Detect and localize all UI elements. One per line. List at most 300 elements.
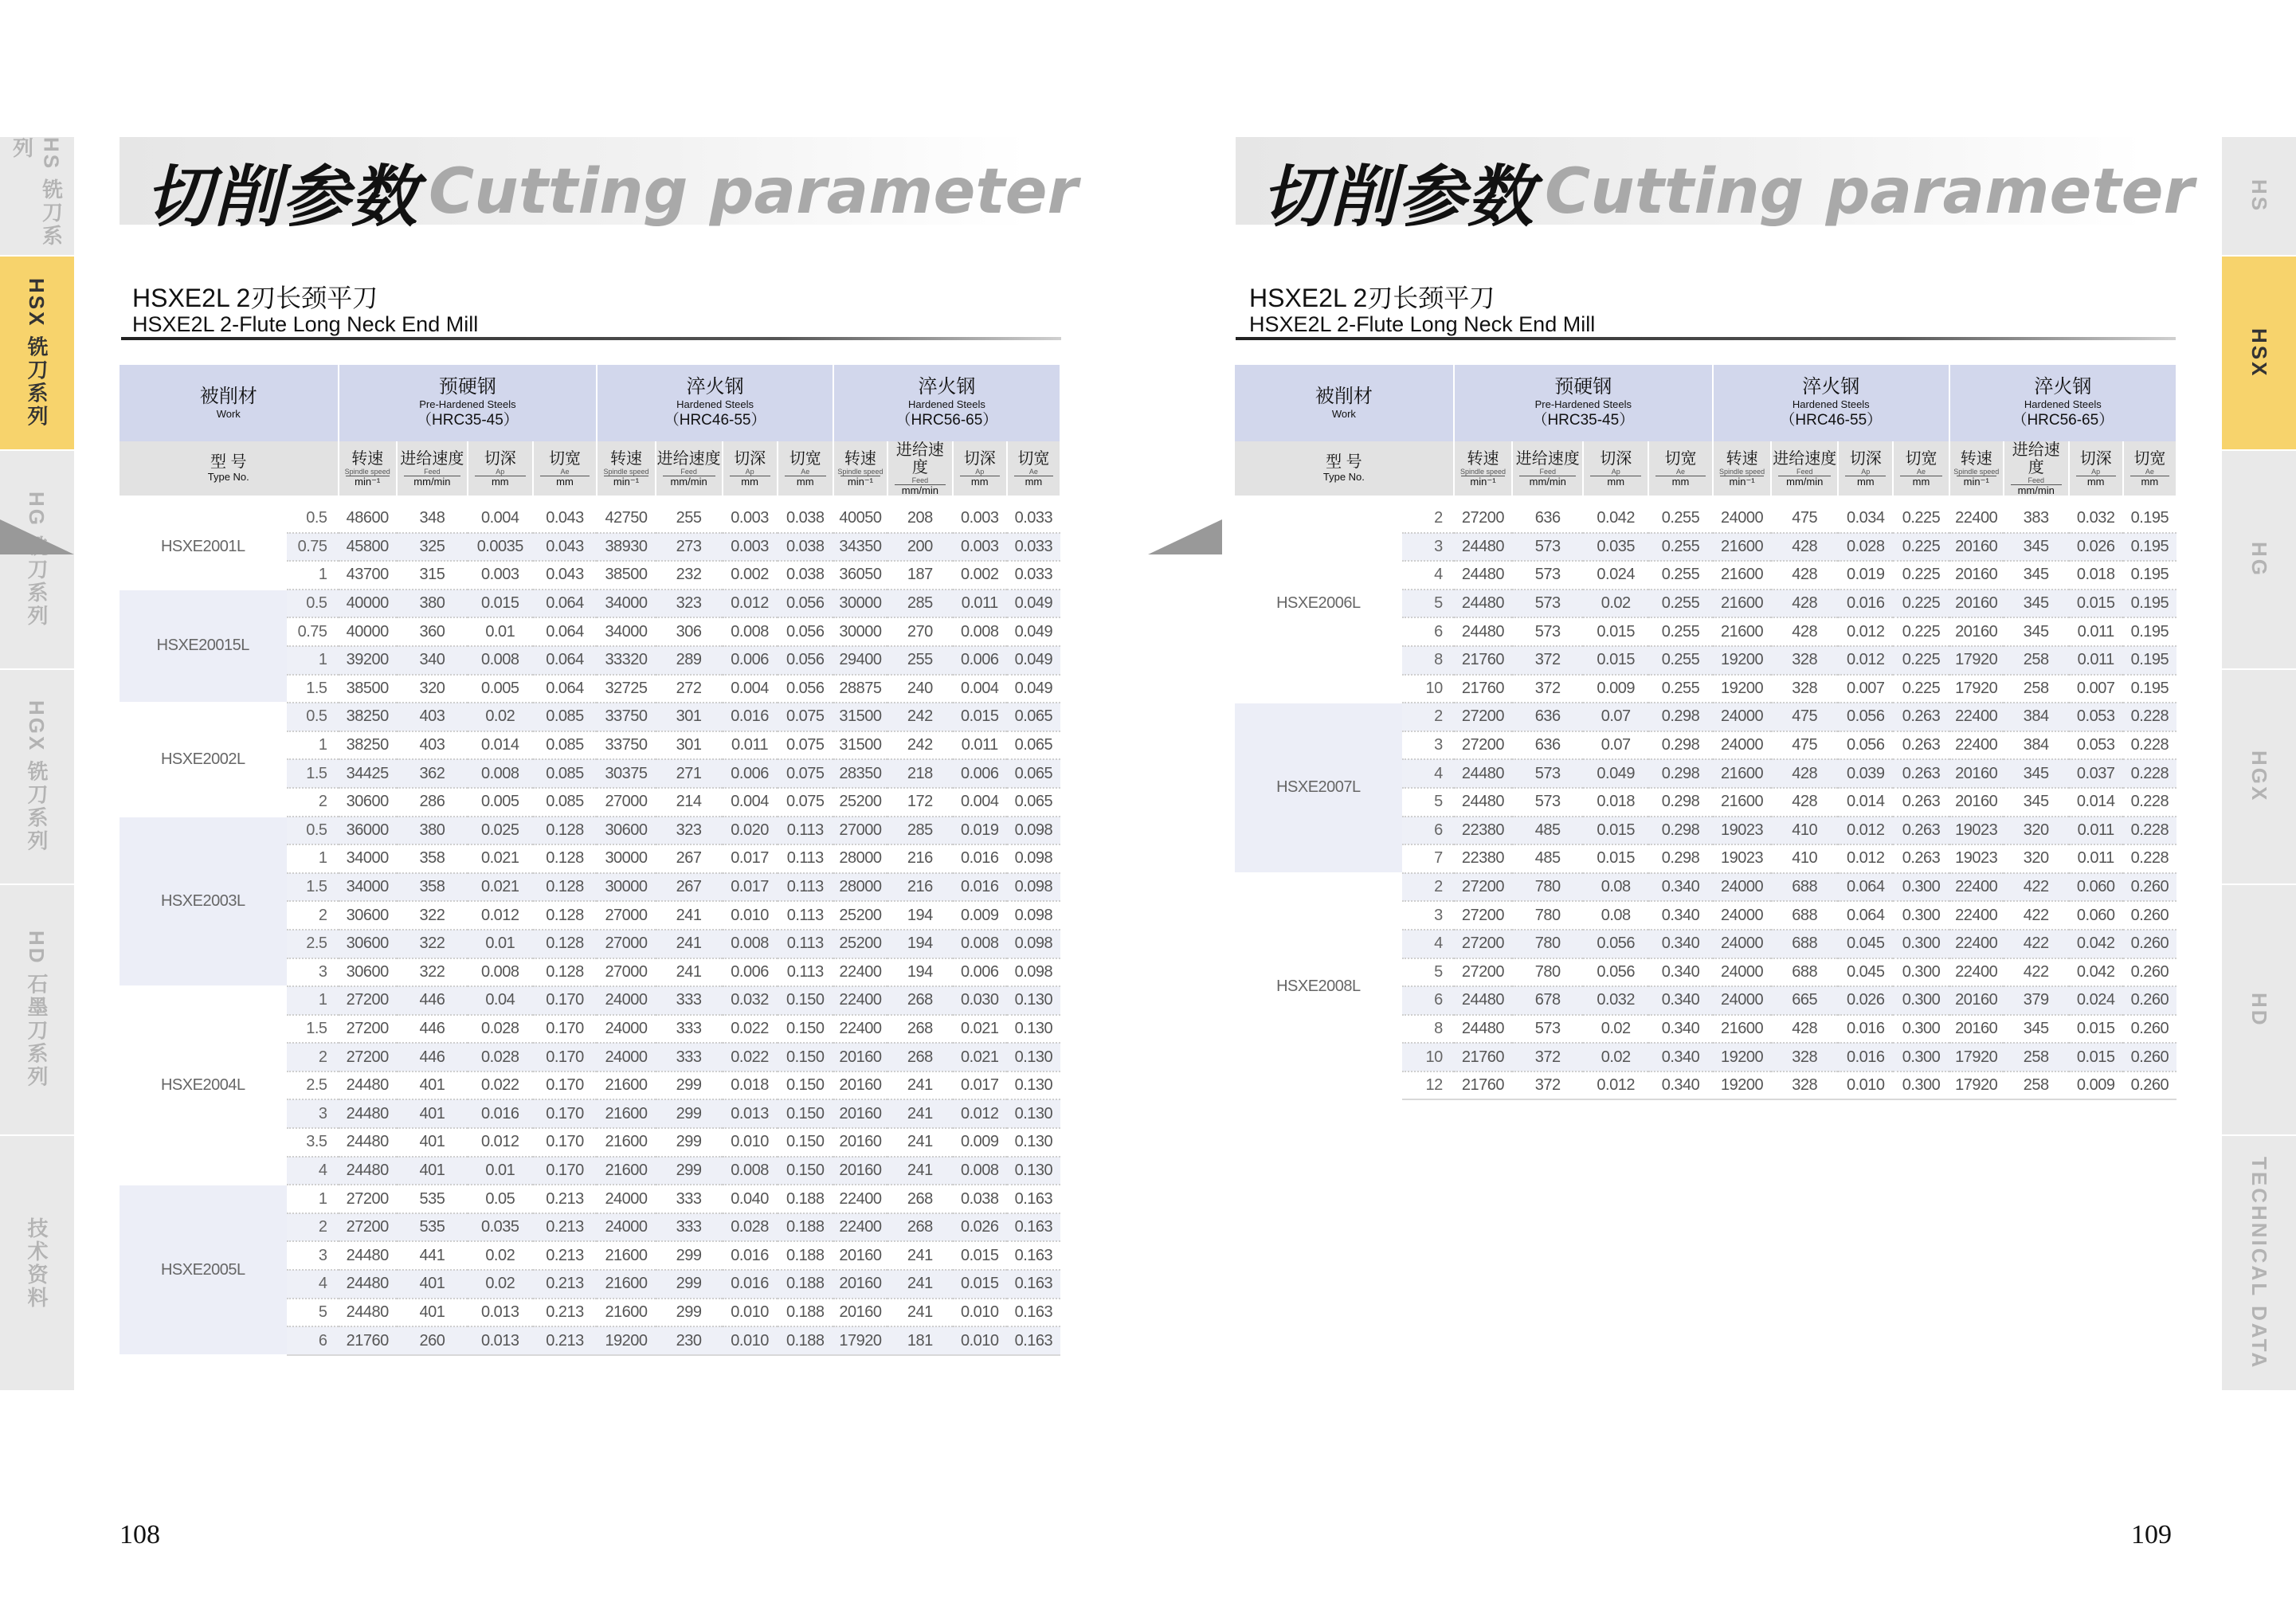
value-cell: 0.005 <box>468 675 533 703</box>
value-cell: 27200 <box>1454 930 1512 958</box>
value-cell: 24480 <box>339 1299 397 1327</box>
value-cell: 333 <box>656 1185 723 1213</box>
value-cell: 20160 <box>1949 1015 2004 1044</box>
param-en: Spindle speed <box>837 468 884 476</box>
value-cell: 232 <box>656 561 723 590</box>
type-no-cn: 型 号 <box>210 453 247 471</box>
value-cell: 0.056 <box>778 590 833 618</box>
param-cn: 转速 <box>1467 450 1499 468</box>
value-cell: 0.043 <box>533 505 598 533</box>
value-cell: 0.05 <box>468 1185 533 1213</box>
param-en: Ap <box>975 468 985 476</box>
value-cell: 0.08 <box>1583 901 1648 930</box>
value-cell: 0.128 <box>533 873 598 902</box>
value-cell: 0.043 <box>533 561 598 590</box>
value-cell: 358 <box>397 844 468 873</box>
value-cell: 0.04 <box>468 986 533 1015</box>
value-cell: 0.02 <box>468 703 533 731</box>
value-cell: 27200 <box>1454 873 1512 902</box>
param-cn: 切宽 <box>1905 450 1937 468</box>
param-header <box>953 441 1007 496</box>
value-cell: 0.340 <box>1648 1043 1713 1071</box>
value-cell: 19200 <box>1713 646 1771 675</box>
value-cell: 0.128 <box>533 844 598 873</box>
value-cell: 0.065 <box>1007 788 1060 817</box>
value-cell: 0.225 <box>1893 590 1949 618</box>
value-cell: 573 <box>1512 561 1583 590</box>
param-header <box>2004 441 2069 496</box>
value-cell: 27200 <box>339 986 397 1015</box>
series-tab[interactable]: TECHNICAL DATA <box>2222 1136 2296 1392</box>
value-cell: 27200 <box>1454 958 1512 987</box>
series-tab[interactable]: HSX <box>2222 257 2296 451</box>
neck-length-cell: 3 <box>1402 731 1454 760</box>
neck-length-cell: 3 <box>1402 533 1454 562</box>
product-title-en: HSXE2L 2-Flute Long Neck End Mill <box>132 312 479 336</box>
value-cell: 286 <box>397 788 468 817</box>
series-tab[interactable]: HD 石墨刀系列 <box>0 885 74 1136</box>
value-cell: 0.195 <box>2123 505 2176 533</box>
value-cell: 535 <box>397 1185 468 1213</box>
value-cell: 0.013 <box>468 1299 533 1327</box>
value-cell: 401 <box>397 1299 468 1327</box>
value-cell: 22400 <box>1949 731 2004 760</box>
value-cell: 0.225 <box>1893 533 1949 562</box>
value-cell: 0.024 <box>1583 561 1648 590</box>
value-cell: 27000 <box>597 788 655 817</box>
value-cell: 0.098 <box>1007 873 1060 902</box>
value-cell: 0.021 <box>953 1015 1007 1044</box>
value-cell: 0.064 <box>533 617 598 646</box>
value-cell: 0.340 <box>1648 873 1713 902</box>
value-cell: 328 <box>1771 1043 1838 1071</box>
param-unit: mm/min <box>2011 484 2062 496</box>
value-cell: 0.130 <box>1007 1099 1060 1128</box>
material-cn: 预硬钢 <box>438 376 496 398</box>
value-cell: 28000 <box>833 844 887 873</box>
value-cell: 0.064 <box>533 675 598 703</box>
value-cell: 24000 <box>1713 986 1771 1015</box>
value-cell: 0.010 <box>723 1326 778 1355</box>
value-cell: 573 <box>1512 533 1583 562</box>
value-cell: 345 <box>2004 590 2069 618</box>
value-cell: 24000 <box>1713 731 1771 760</box>
param-en: Spindle speed <box>1953 468 2000 476</box>
value-cell: 38500 <box>597 561 655 590</box>
value-cell: 216 <box>887 844 953 873</box>
param-en: Ap <box>2091 468 2101 476</box>
material-cn: 淬火钢 <box>918 376 976 398</box>
value-cell: 0.008 <box>468 646 533 675</box>
value-cell: 17920 <box>1949 646 2004 675</box>
param-header <box>656 441 723 496</box>
material-hrc: （HRC35-45） <box>417 412 519 429</box>
value-cell: 0.228 <box>2123 788 2176 817</box>
param-unit: mm/min <box>663 476 715 487</box>
param-en: Spindle speed <box>1459 468 1506 476</box>
work-header-cn: 被削材 <box>1315 386 1373 407</box>
param-unit: min⁻¹ <box>346 476 390 487</box>
material-hrc: （HRC35-45） <box>1532 412 1635 429</box>
value-cell: 0.098 <box>1007 817 1060 845</box>
value-cell: 0.020 <box>723 817 778 845</box>
value-cell: 0.009 <box>1583 675 1648 703</box>
page-number: 108 <box>120 1520 160 1549</box>
value-cell: 285 <box>887 590 953 618</box>
param-cn: 转速 <box>351 450 384 468</box>
param-unit: mm/min <box>895 484 946 496</box>
value-cell: 0.113 <box>778 901 833 930</box>
value-cell: 22400 <box>833 958 887 987</box>
neck-length-cell: 3 <box>287 1099 339 1128</box>
value-cell: 24480 <box>1454 561 1512 590</box>
table-row <box>120 986 1060 1015</box>
material-group-header <box>1949 365 2176 441</box>
cutting-parameter-table <box>120 365 1061 1356</box>
value-cell: 0.255 <box>1648 675 1713 703</box>
value-cell: 0.003 <box>953 533 1007 562</box>
value-cell: 0.085 <box>533 759 598 788</box>
value-cell: 0.300 <box>1893 958 1949 987</box>
series-tab-bar <box>2222 137 2296 1392</box>
param-cn: 转速 <box>1726 450 1758 468</box>
value-cell: 33750 <box>597 731 655 760</box>
value-cell: 38500 <box>339 675 397 703</box>
value-cell: 34350 <box>833 533 887 562</box>
value-cell: 241 <box>887 1299 953 1327</box>
param-header <box>1512 441 1583 496</box>
neck-length-cell: 1.5 <box>287 759 339 788</box>
value-cell: 241 <box>887 1071 953 1100</box>
value-cell: 0.170 <box>533 1099 598 1128</box>
param-header <box>1583 441 1648 496</box>
value-cell: 333 <box>656 1015 723 1044</box>
value-cell: 0.010 <box>723 1299 778 1327</box>
model-cell: HSXE2004L <box>120 986 287 1185</box>
value-cell: 0.013 <box>468 1326 533 1355</box>
value-cell: 0.260 <box>2123 986 2176 1015</box>
title-rule <box>1236 337 2176 340</box>
value-cell: 24000 <box>597 1213 655 1242</box>
value-cell: 0.021 <box>953 1043 1007 1071</box>
value-cell: 0.213 <box>533 1241 598 1270</box>
value-cell: 34000 <box>597 590 655 618</box>
param-en: Feed <box>424 468 441 476</box>
param-en: Ae <box>1917 468 1926 476</box>
type-no-header <box>1235 441 1454 496</box>
neck-length-cell: 1 <box>287 731 339 760</box>
value-cell: 401 <box>397 1071 468 1100</box>
value-cell: 0.128 <box>533 817 598 845</box>
param-en: Ae <box>1675 468 1685 476</box>
table-row <box>1235 703 2176 731</box>
value-cell: 401 <box>397 1157 468 1185</box>
param-cn: 切深 <box>734 450 766 468</box>
value-cell: 0.028 <box>468 1015 533 1044</box>
value-cell: 299 <box>656 1071 723 1100</box>
value-cell: 0.006 <box>723 759 778 788</box>
value-cell: 33750 <box>597 703 655 731</box>
value-cell: 260 <box>397 1326 468 1355</box>
value-cell: 573 <box>1512 759 1583 788</box>
product-title <box>132 284 478 336</box>
value-cell: 0.010 <box>1838 1071 1893 1100</box>
value-cell: 0.015 <box>953 1270 1007 1299</box>
value-cell: 0.07 <box>1583 703 1648 731</box>
value-cell: 0.255 <box>1648 505 1713 533</box>
value-cell: 0.188 <box>778 1185 833 1213</box>
param-en: Feed <box>1539 468 1556 476</box>
value-cell: 780 <box>1512 901 1583 930</box>
value-cell: 27200 <box>339 1015 397 1044</box>
value-cell: 0.300 <box>1893 1015 1949 1044</box>
neck-length-cell: 8 <box>1402 646 1454 675</box>
product-title <box>1249 284 1595 336</box>
value-cell: 0.130 <box>1007 1157 1060 1185</box>
value-cell: 0.150 <box>778 986 833 1015</box>
value-cell: 0.011 <box>723 731 778 760</box>
value-cell: 428 <box>1771 1015 1838 1044</box>
value-cell: 372 <box>1512 1043 1583 1071</box>
value-cell: 19200 <box>1713 1043 1771 1071</box>
series-tab[interactable]: HD <box>2222 885 2296 1136</box>
param-cn: 转速 <box>610 450 642 468</box>
value-cell: 30600 <box>339 901 397 930</box>
banner-title-cn: 切削参数 <box>1261 158 1536 236</box>
value-cell: 0.195 <box>2123 533 2176 562</box>
value-cell: 0.340 <box>1648 1015 1713 1044</box>
value-cell: 328 <box>1771 1071 1838 1100</box>
value-cell: 0.065 <box>1007 731 1060 760</box>
value-cell: 345 <box>2004 1015 2069 1044</box>
value-cell: 0.225 <box>1893 617 1949 646</box>
right-page <box>1148 0 2296 1618</box>
neck-length-cell: 8 <box>1402 1015 1454 1044</box>
value-cell: 194 <box>887 901 953 930</box>
neck-length-cell: 1 <box>287 1185 339 1213</box>
value-cell: 0.008 <box>723 617 778 646</box>
value-cell: 0.008 <box>953 930 1007 958</box>
value-cell: 0.006 <box>723 958 778 987</box>
value-cell: 19023 <box>1949 844 2004 873</box>
value-cell: 0.008 <box>723 930 778 958</box>
param-header <box>1454 441 1512 496</box>
value-cell: 218 <box>887 759 953 788</box>
param-header <box>2123 441 2176 496</box>
value-cell: 0.075 <box>778 759 833 788</box>
value-cell: 0.130 <box>1007 1015 1060 1044</box>
value-cell: 0.022 <box>468 1071 533 1100</box>
value-cell: 0.015 <box>1583 617 1648 646</box>
series-tab[interactable]: HG <box>2222 451 2296 670</box>
value-cell: 0.150 <box>778 1099 833 1128</box>
value-cell: 0.012 <box>1838 844 1893 873</box>
value-cell: 268 <box>887 1043 953 1071</box>
value-cell: 422 <box>2004 901 2069 930</box>
value-cell: 0.012 <box>468 901 533 930</box>
neck-length-cell: 5 <box>1402 590 1454 618</box>
value-cell: 21600 <box>1713 1015 1771 1044</box>
value-cell: 31500 <box>833 703 887 731</box>
table-row <box>120 1185 1060 1213</box>
product-title-cn: HSXE2L 2刃长颈平刀 <box>132 284 378 312</box>
value-cell: 0.004 <box>468 505 533 533</box>
value-cell: 21600 <box>1713 590 1771 618</box>
value-cell: 24000 <box>1713 930 1771 958</box>
series-tab-bar <box>0 137 74 1392</box>
value-cell: 194 <box>887 930 953 958</box>
value-cell: 0.01 <box>468 1157 533 1185</box>
value-cell: 27200 <box>1454 731 1512 760</box>
value-cell: 372 <box>1512 675 1583 703</box>
value-cell: 21600 <box>597 1241 655 1270</box>
value-cell: 24000 <box>597 986 655 1015</box>
param-cn: 转速 <box>844 450 876 468</box>
value-cell: 0.056 <box>778 617 833 646</box>
value-cell: 0.032 <box>723 986 778 1015</box>
series-tab[interactable]: 技术资料 <box>0 1136 74 1392</box>
value-cell: 21600 <box>1713 759 1771 788</box>
value-cell: 30600 <box>339 930 397 958</box>
value-cell: 0.010 <box>723 1128 778 1157</box>
value-cell: 410 <box>1771 844 1838 873</box>
value-cell: 0.300 <box>1893 873 1949 902</box>
value-cell: 636 <box>1512 731 1583 760</box>
neck-length-cell: 12 <box>1402 1071 1454 1100</box>
material-hrc: （HRC46-55） <box>664 412 766 429</box>
value-cell: 0.015 <box>2069 1015 2123 1044</box>
param-unit: mm <box>1845 476 1886 487</box>
value-cell: 27200 <box>1454 703 1512 731</box>
value-cell: 0.002 <box>723 561 778 590</box>
value-cell: 306 <box>656 617 723 646</box>
work-header <box>120 365 339 441</box>
value-cell: 0.035 <box>468 1213 533 1242</box>
value-cell: 0.170 <box>533 1157 598 1185</box>
value-cell: 0.012 <box>1838 617 1893 646</box>
param-en: Feed <box>1796 468 1813 476</box>
value-cell: 30600 <box>597 817 655 845</box>
value-cell: 20160 <box>833 1099 887 1128</box>
series-tab[interactable]: HGX <box>2222 670 2296 885</box>
value-cell: 0.195 <box>2123 561 2176 590</box>
value-cell: 0.170 <box>533 1043 598 1071</box>
value-cell: 241 <box>887 1270 953 1299</box>
value-cell: 241 <box>887 1128 953 1157</box>
value-cell: 19200 <box>597 1326 655 1355</box>
param-unit: mm <box>1590 476 1641 487</box>
value-cell: 20160 <box>833 1270 887 1299</box>
value-cell: 485 <box>1512 844 1583 873</box>
series-tab[interactable]: HS 铣刀系列 <box>0 137 74 257</box>
value-cell: 21600 <box>597 1157 655 1185</box>
value-cell: 0.012 <box>468 1128 533 1157</box>
value-cell: 0.032 <box>1583 986 1648 1015</box>
value-cell: 0.225 <box>1893 675 1949 703</box>
param-en: Ae <box>2145 468 2154 476</box>
value-cell: 0.065 <box>1007 759 1060 788</box>
value-cell: 267 <box>656 844 723 873</box>
value-cell: 21600 <box>1713 561 1771 590</box>
value-cell: 0.011 <box>2069 844 2123 873</box>
neck-length-cell: 4 <box>1402 561 1454 590</box>
value-cell: 0.170 <box>533 1128 598 1157</box>
value-cell: 0.049 <box>1007 617 1060 646</box>
value-cell: 0.011 <box>2069 817 2123 845</box>
value-cell: 0.163 <box>1007 1241 1060 1270</box>
banner-title-cn: 切削参数 <box>145 158 420 236</box>
value-cell: 299 <box>656 1241 723 1270</box>
value-cell: 0.340 <box>1648 958 1713 987</box>
param-header <box>1007 441 1060 496</box>
value-cell: 0.021 <box>468 873 533 902</box>
param-en: Spindle speed <box>603 468 649 476</box>
value-cell: 383 <box>2004 505 2069 533</box>
value-cell: 0.113 <box>778 844 833 873</box>
value-cell: 20160 <box>1949 986 2004 1015</box>
param-header <box>397 441 468 496</box>
value-cell: 27200 <box>339 1213 397 1242</box>
value-cell: 258 <box>2004 646 2069 675</box>
value-cell: 27000 <box>597 958 655 987</box>
type-no-en: Type No. <box>1322 471 1365 483</box>
value-cell: 20160 <box>833 1299 887 1327</box>
value-cell: 24480 <box>339 1241 397 1270</box>
value-cell: 0.228 <box>2123 731 2176 760</box>
series-tab[interactable]: HG 铣刀系列 <box>0 451 74 670</box>
value-cell: 0.049 <box>1007 646 1060 675</box>
value-cell: 0.228 <box>2123 703 2176 731</box>
value-cell: 0.170 <box>533 1071 598 1100</box>
value-cell: 688 <box>1771 958 1838 987</box>
value-cell: 0.016 <box>1838 1015 1893 1044</box>
value-cell: 0.263 <box>1893 703 1949 731</box>
value-cell: 0.113 <box>778 958 833 987</box>
value-cell: 270 <box>887 617 953 646</box>
value-cell: 34000 <box>339 844 397 873</box>
value-cell: 0.004 <box>723 675 778 703</box>
value-cell: 0.014 <box>2069 788 2123 817</box>
series-tab[interactable]: HGX 铣刀系列 <box>0 670 74 885</box>
series-tab[interactable]: HS <box>2222 137 2296 257</box>
material-group-header <box>1713 365 1949 441</box>
neck-length-cell: 7 <box>1402 844 1454 873</box>
value-cell: 34000 <box>597 617 655 646</box>
neck-length-cell: 6 <box>1402 986 1454 1015</box>
value-cell: 0.300 <box>1893 986 1949 1015</box>
value-cell: 678 <box>1512 986 1583 1015</box>
product-title-en: HSXE2L 2-Flute Long Neck End Mill <box>1249 312 1596 336</box>
material-group-header <box>833 365 1060 441</box>
neck-length-cell: 6 <box>1402 617 1454 646</box>
value-cell: 0.188 <box>778 1241 833 1270</box>
value-cell: 573 <box>1512 590 1583 618</box>
value-cell: 21600 <box>597 1071 655 1100</box>
neck-length-cell: 1 <box>287 986 339 1015</box>
value-cell: 688 <box>1771 930 1838 958</box>
value-cell: 21600 <box>1713 617 1771 646</box>
value-cell: 380 <box>397 817 468 845</box>
value-cell: 0.300 <box>1893 901 1949 930</box>
value-cell: 0.004 <box>953 675 1007 703</box>
param-cn: 切深 <box>2079 450 2112 468</box>
series-tab[interactable]: HSX 铣刀系列 <box>0 257 74 451</box>
value-cell: 19023 <box>1713 844 1771 873</box>
value-cell: 0.042 <box>2069 958 2123 987</box>
value-cell: 22400 <box>1949 873 2004 902</box>
model-cell: HSXE2006L <box>1235 505 1402 703</box>
value-cell: 0.02 <box>1583 1015 1648 1044</box>
